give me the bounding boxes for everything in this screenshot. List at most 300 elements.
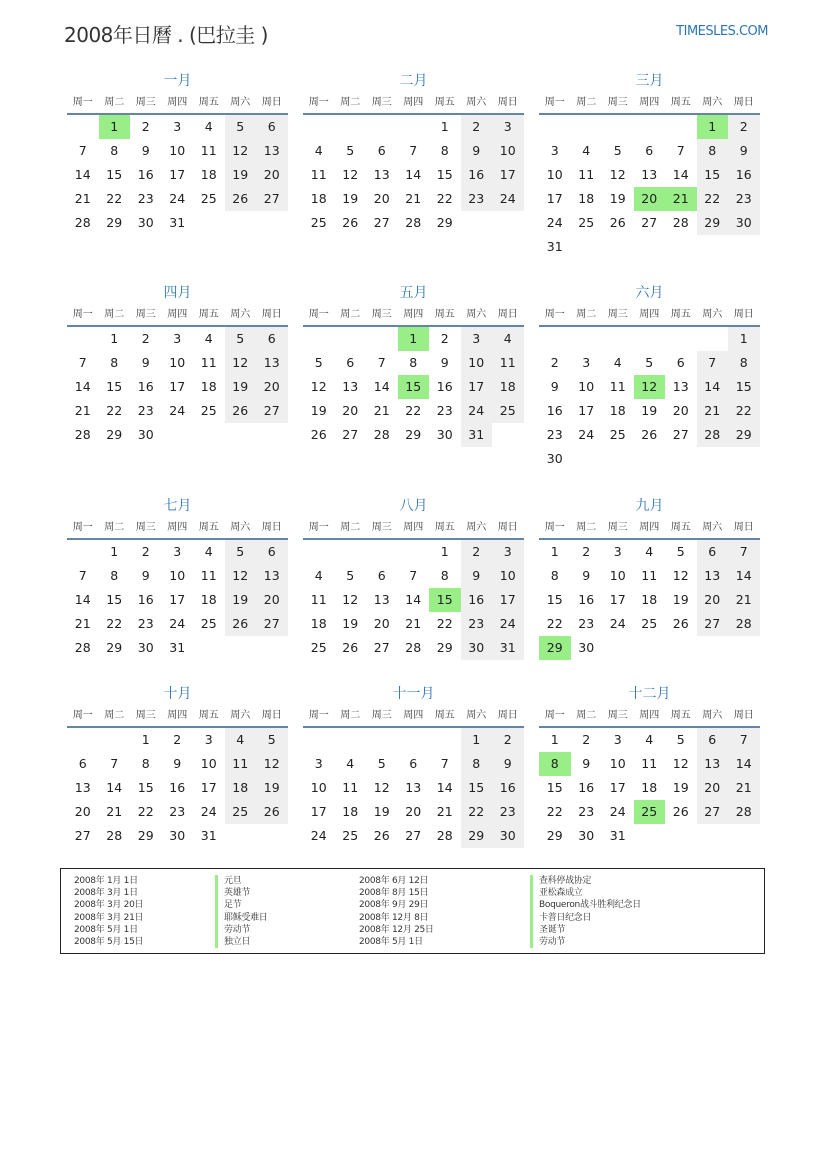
weekday-label: 周四 [639, 309, 660, 320]
empty-cell [728, 636, 760, 660]
day-cell: 28 [74, 640, 91, 655]
day-cell: 12 [672, 756, 689, 771]
weekday-header [539, 707, 760, 728]
day-cell: 8 [110, 143, 119, 158]
week-row [539, 399, 760, 423]
month-name: 九月 [635, 498, 664, 514]
day-cell: 31 [609, 828, 626, 843]
day-cell: 13 [256, 139, 288, 163]
weekday-header [539, 94, 760, 115]
month-calendar [67, 72, 288, 235]
day-cell: 4 [613, 355, 622, 370]
day-cell: 6 [377, 143, 386, 158]
day-cell: 16 [578, 780, 595, 795]
empty-cell [256, 423, 288, 447]
day-cell: 6 [377, 568, 386, 583]
day-cell: 29 [106, 215, 123, 230]
day-cell: 2 [582, 544, 591, 559]
week-row [539, 752, 760, 776]
day-cell: 19 [256, 776, 288, 800]
empty-cell [225, 824, 257, 848]
day-cell: 5 [314, 355, 323, 370]
weekday-label: 周日 [733, 522, 754, 533]
day-cell: 11 [609, 379, 626, 394]
day-cell: 20 [405, 804, 422, 819]
day-cell: 13 [256, 351, 288, 375]
week-row [539, 375, 760, 399]
day-cell: 29 [436, 640, 453, 655]
day-cell: 13 [405, 780, 422, 795]
day-cell: 19 [225, 163, 257, 187]
weekday-header [539, 306, 760, 327]
day-cell: 11 [310, 167, 327, 182]
day-cell: 3 [492, 115, 524, 139]
day-cell: 27 [405, 828, 422, 843]
day-cell: 6 [256, 327, 288, 351]
day-cell: 4 [314, 143, 323, 158]
day-cell: 27 [373, 640, 390, 655]
day-cell: 27 [256, 187, 288, 211]
day-cell: 21 [74, 191, 91, 206]
day-cell: 10 [546, 167, 563, 182]
weekday-label: 周二 [104, 710, 125, 721]
day-cell: 12 [225, 351, 257, 375]
weekday-label: 周二 [576, 522, 597, 533]
legend-date: 2008年 5月 1日 [359, 936, 423, 947]
day-cell: 5 [676, 732, 685, 747]
day-cell: 9 [440, 355, 449, 370]
weekday-label: 周六 [466, 710, 487, 721]
day-cell: 5 [256, 728, 288, 752]
weekday-label: 周三 [607, 522, 628, 533]
day-cell: 3 [550, 143, 559, 158]
day-cell: 10 [492, 564, 524, 588]
empty-cell [225, 211, 257, 235]
day-cell: 16 [436, 379, 453, 394]
day-cell: 25 [609, 427, 626, 442]
day-cell: 11 [641, 756, 658, 771]
week-row [303, 752, 524, 776]
week-row [67, 824, 288, 848]
empty-cell [335, 728, 367, 752]
day-cell: 22 [461, 800, 493, 824]
weekday-label: 周五 [198, 309, 219, 320]
day-cell: 19 [672, 780, 689, 795]
day-cell: 26 [310, 427, 327, 442]
empty-cell [539, 115, 571, 139]
day-cell: 22 [728, 399, 760, 423]
day-cell: 13 [697, 752, 729, 776]
weekday-label: 周日 [261, 97, 282, 108]
day-cell: 1 [440, 119, 449, 134]
day-cell: 2 [173, 732, 182, 747]
day-cell: 25 [492, 399, 524, 423]
month-calendar [539, 284, 760, 471]
day-cell: 16 [492, 776, 524, 800]
day-cell: 29 [106, 427, 123, 442]
day-cell: 21 [436, 804, 453, 819]
weekday-label: 周五 [670, 309, 691, 320]
day-cell: 27 [74, 828, 91, 843]
day-cell: 29 [728, 423, 760, 447]
week-row [539, 187, 760, 211]
day-cell: 14 [106, 780, 123, 795]
weekday-label: 周四 [403, 710, 424, 721]
day-cell: 3 [613, 544, 622, 559]
week-row [303, 612, 524, 636]
day-cell: 18 [200, 167, 217, 182]
day-cell: 10 [609, 756, 626, 771]
day-cell: 16 [728, 163, 760, 187]
day-cell: 7 [728, 728, 760, 752]
week-row [539, 423, 760, 447]
legend-holiday-name: 元旦 [215, 875, 268, 887]
day-cell: 29 [106, 640, 123, 655]
empty-cell [366, 728, 398, 752]
month-name: 二月 [399, 73, 428, 89]
empty-cell [193, 636, 225, 660]
empty-cell [665, 115, 697, 139]
weekday-label: 周日 [261, 710, 282, 721]
site-link[interactable]: TIMESLES.COM [676, 24, 768, 39]
legend-holiday-name: 独立日 [215, 936, 268, 948]
day-cell: 5 [346, 568, 355, 583]
day-cell: 19 [310, 403, 327, 418]
weekday-label: 周六 [230, 309, 251, 320]
day-cell: 7 [78, 355, 87, 370]
legend-right-dates [359, 875, 434, 948]
day-cell: 19 [609, 191, 626, 206]
day-cell: 7 [78, 143, 87, 158]
empty-cell [571, 447, 603, 471]
month-name: 八月 [399, 498, 428, 514]
day-cell: 21 [373, 403, 390, 418]
weekday-label: 周四 [167, 710, 188, 721]
day-cell: 8 [550, 568, 559, 583]
day-cell: 25 [310, 640, 327, 655]
day-cell: 13 [697, 564, 729, 588]
week-row [303, 800, 524, 824]
empty-cell [67, 115, 99, 139]
day-cell: 7 [697, 351, 729, 375]
empty-cell [697, 327, 729, 351]
day-cell: 2 [461, 540, 493, 564]
empty-cell [571, 327, 603, 351]
day-cell: 5 [676, 544, 685, 559]
day-cell: 24 [609, 804, 626, 819]
day-cell: 9 [141, 355, 150, 370]
weekday-label: 周四 [639, 710, 660, 721]
legend-date: 2008年 12月 8日 [359, 912, 429, 923]
weekday-header [67, 94, 288, 115]
day-cell: 23 [461, 612, 493, 636]
day-cell: 30 [578, 640, 595, 655]
day-cell: 10 [609, 568, 626, 583]
empty-cell [697, 447, 729, 471]
week-row [67, 540, 288, 564]
day-cell: 1 [550, 732, 559, 747]
day-cell: 20 [373, 191, 390, 206]
weekday-label: 周二 [340, 710, 361, 721]
legend-right-names [530, 875, 641, 948]
empty-cell [728, 447, 760, 471]
weekday-label: 周六 [230, 522, 251, 533]
day-cell: 24 [169, 191, 186, 206]
day-cell: 2 [141, 331, 150, 346]
weekday-label: 周四 [167, 97, 188, 108]
legend-date: 2008年 5月 15日 [74, 936, 144, 947]
weekday-label: 周一 [72, 522, 93, 533]
day-cell: 6 [697, 540, 729, 564]
empty-cell [366, 115, 398, 139]
empty-cell [728, 824, 760, 848]
day-cell: 17 [200, 780, 217, 795]
day-cell: 27 [641, 215, 658, 230]
holiday-legend [60, 868, 765, 954]
empty-cell [602, 115, 634, 139]
empty-cell [492, 211, 524, 235]
day-cell: 26 [342, 215, 359, 230]
day-cell: 27 [672, 427, 689, 442]
weekday-label: 周二 [104, 522, 125, 533]
day-cell: 17 [492, 588, 524, 612]
day-cell: 22 [697, 187, 729, 211]
day-cell: 5 [613, 143, 622, 158]
empty-cell [193, 423, 225, 447]
weekday-label: 周三 [135, 522, 156, 533]
week-row [303, 540, 524, 564]
day-cell: 3 [461, 327, 493, 351]
day-cell: 18 [641, 592, 658, 607]
day-cell: 19 [225, 588, 257, 612]
day-cell: 23 [728, 187, 760, 211]
day-cell: 30 [436, 427, 453, 442]
week-row [539, 235, 760, 259]
month-calendar [303, 72, 524, 235]
day-cell: 26 [342, 640, 359, 655]
holiday-day-cell: 29 [539, 636, 571, 660]
day-cell: 17 [609, 592, 626, 607]
day-cell: 28 [697, 423, 729, 447]
day-cell: 28 [728, 612, 760, 636]
day-cell: 12 [310, 379, 327, 394]
day-cell: 16 [137, 379, 154, 394]
weekday-label: 周一 [308, 97, 329, 108]
day-cell: 26 [225, 612, 257, 636]
holiday-day-cell: 25 [634, 800, 666, 824]
day-cell: 31 [169, 640, 186, 655]
weekday-label: 周二 [340, 309, 361, 320]
day-cell: 15 [546, 592, 563, 607]
month-calendar [539, 72, 760, 259]
day-cell: 31 [546, 239, 563, 254]
day-cell: 20 [697, 588, 729, 612]
day-cell: 24 [546, 215, 563, 230]
empty-cell [335, 540, 367, 564]
week-row [67, 776, 288, 800]
weekday-label: 周二 [576, 710, 597, 721]
weekday-label: 周一 [72, 97, 93, 108]
day-cell: 2 [141, 119, 150, 134]
day-cell: 14 [728, 564, 760, 588]
day-cell: 2 [492, 728, 524, 752]
weekday-label: 周一 [544, 309, 565, 320]
day-cell: 9 [461, 564, 493, 588]
week-row [67, 375, 288, 399]
day-cell: 10 [169, 568, 186, 583]
day-cell: 21 [106, 804, 123, 819]
empty-cell [665, 235, 697, 259]
holiday-day-cell: 8 [539, 752, 571, 776]
weekday-label: 周六 [466, 97, 487, 108]
day-cell: 16 [461, 163, 493, 187]
day-cell: 25 [310, 215, 327, 230]
day-cell: 6 [346, 355, 355, 370]
day-cell: 24 [200, 804, 217, 819]
holiday-day-cell: 20 [634, 187, 666, 211]
empty-cell [366, 540, 398, 564]
month-name: 十一月 [392, 686, 435, 702]
day-cell: 15 [106, 592, 123, 607]
week-row [539, 139, 760, 163]
week-row [303, 139, 524, 163]
week-row [539, 540, 760, 564]
day-cell: 31 [169, 215, 186, 230]
week-row [539, 776, 760, 800]
week-row [539, 728, 760, 752]
day-cell: 30 [461, 636, 493, 660]
day-cell: 17 [169, 592, 186, 607]
day-cell: 14 [373, 379, 390, 394]
day-cell: 7 [728, 540, 760, 564]
day-cell: 27 [342, 427, 359, 442]
week-row [67, 423, 288, 447]
week-row [67, 211, 288, 235]
weekday-label: 周四 [639, 522, 660, 533]
weekday-label: 周四 [167, 309, 188, 320]
weekday-label: 周三 [607, 710, 628, 721]
month-name: 十二月 [628, 686, 671, 702]
legend-date: 2008年 5月 1日 [74, 924, 138, 935]
day-cell: 5 [225, 327, 257, 351]
legend-date: 2008年 12月 25日 [359, 924, 434, 935]
day-cell: 23 [169, 804, 186, 819]
empty-cell [634, 327, 666, 351]
empty-cell [697, 235, 729, 259]
empty-cell [665, 327, 697, 351]
day-cell: 21 [697, 399, 729, 423]
day-cell: 12 [225, 564, 257, 588]
day-cell: 1 [461, 728, 493, 752]
day-cell: 28 [74, 427, 91, 442]
weekday-label: 周五 [198, 522, 219, 533]
week-row [539, 327, 760, 351]
day-cell: 23 [436, 403, 453, 418]
weekday-label: 周六 [466, 309, 487, 320]
week-row [539, 115, 760, 139]
empty-cell [256, 211, 288, 235]
day-cell: 30 [546, 451, 563, 466]
day-cell: 20 [256, 163, 288, 187]
day-cell: 12 [225, 139, 257, 163]
weekday-label: 周五 [434, 710, 455, 721]
weekday-label: 周一 [544, 522, 565, 533]
day-cell: 14 [74, 592, 91, 607]
day-cell: 7 [78, 568, 87, 583]
empty-cell [303, 540, 335, 564]
week-row [303, 588, 524, 612]
weekday-label: 周日 [733, 710, 754, 721]
day-cell: 18 [310, 191, 327, 206]
day-cell: 6 [256, 540, 288, 564]
day-cell: 3 [204, 732, 213, 747]
day-cell: 22 [546, 804, 563, 819]
month-name: 七月 [163, 498, 192, 514]
day-cell: 4 [225, 728, 257, 752]
day-cell: 28 [436, 828, 453, 843]
empty-cell [429, 728, 461, 752]
weekday-label: 周二 [104, 97, 125, 108]
day-cell: 9 [492, 752, 524, 776]
day-cell: 24 [578, 427, 595, 442]
day-cell: 30 [137, 215, 154, 230]
day-cell: 1 [550, 544, 559, 559]
weekday-label: 周六 [230, 97, 251, 108]
empty-cell [665, 636, 697, 660]
day-cell: 23 [137, 191, 154, 206]
day-cell: 23 [461, 187, 493, 211]
day-cell: 11 [342, 780, 359, 795]
day-cell: 24 [169, 403, 186, 418]
holiday-day-cell: 15 [398, 375, 430, 399]
day-cell: 7 [377, 355, 386, 370]
day-cell: 13 [672, 379, 689, 394]
day-cell: 9 [141, 568, 150, 583]
week-row [67, 752, 288, 776]
day-cell: 10 [169, 143, 186, 158]
empty-cell [728, 235, 760, 259]
day-cell: 23 [546, 427, 563, 442]
empty-cell [697, 636, 729, 660]
day-cell: 8 [110, 355, 119, 370]
day-cell: 26 [672, 616, 689, 631]
day-cell: 25 [200, 191, 217, 206]
day-cell: 1 [110, 331, 119, 346]
day-cell: 17 [169, 379, 186, 394]
empty-cell [697, 824, 729, 848]
day-cell: 3 [173, 119, 182, 134]
day-cell: 26 [373, 828, 390, 843]
week-row [67, 187, 288, 211]
day-cell: 14 [436, 780, 453, 795]
legend-date: 2008年 3月 1日 [74, 888, 138, 899]
day-cell: 13 [373, 167, 390, 182]
week-row [67, 139, 288, 163]
weekday-label: 周日 [261, 522, 282, 533]
week-row [539, 800, 760, 824]
day-cell: 29 [405, 427, 422, 442]
day-cell: 16 [461, 588, 493, 612]
day-cell: 17 [310, 804, 327, 819]
weekday-label: 周三 [371, 309, 392, 320]
day-cell: 22 [436, 616, 453, 631]
day-cell: 18 [310, 616, 327, 631]
day-cell: 21 [405, 191, 422, 206]
day-cell: 3 [314, 756, 323, 771]
weekday-label: 周四 [639, 97, 660, 108]
day-cell: 10 [461, 351, 493, 375]
day-cell: 25 [342, 828, 359, 843]
